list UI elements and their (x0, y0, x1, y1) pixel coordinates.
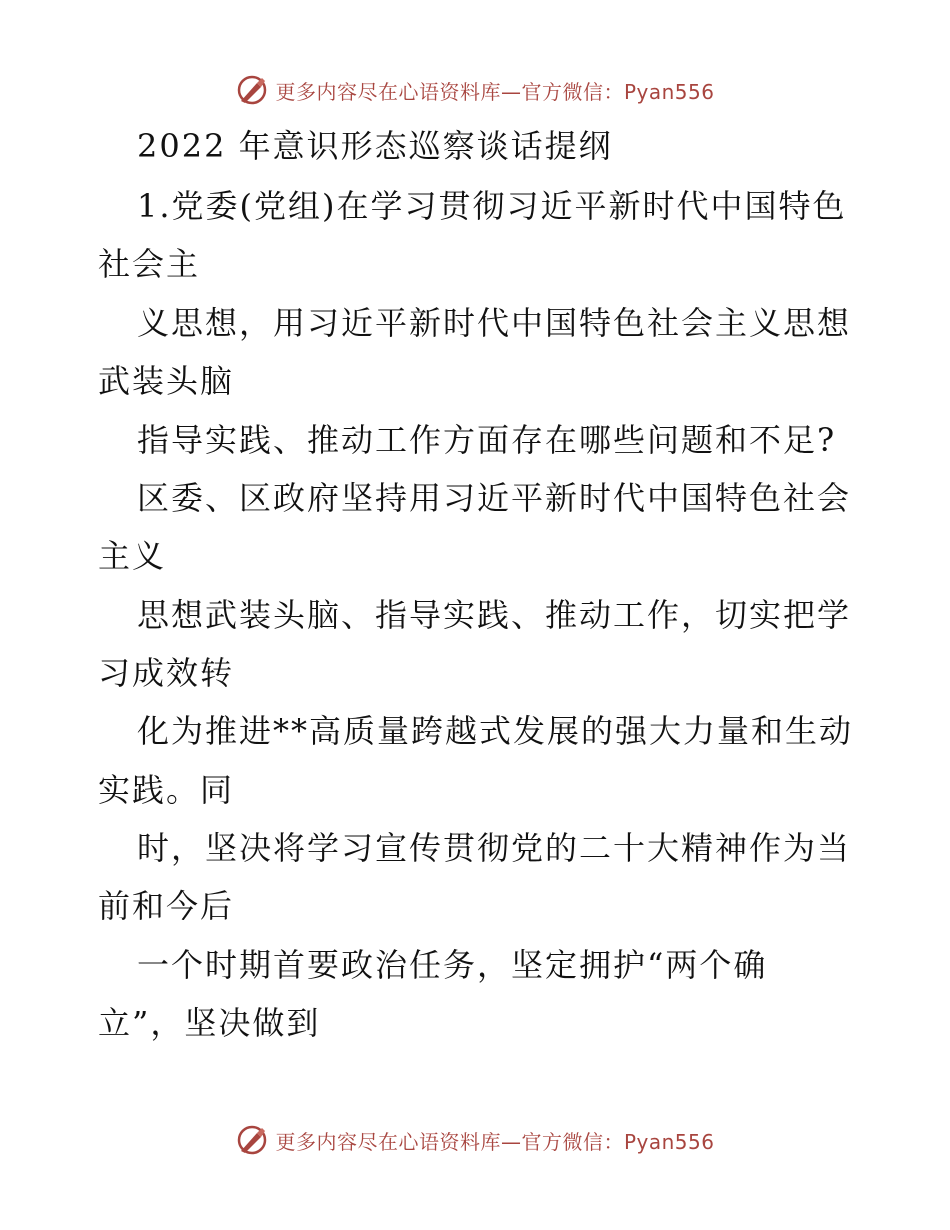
paragraph-line: 武装头脑 (98, 362, 235, 400)
paragraph-line: 区委、区政府坚持用习近平新时代中国特色社会 (137, 479, 852, 517)
footer-banner (0, 1120, 950, 1160)
paragraph-line: 义思想，用习近平新时代中国特色社会主义思想 (137, 304, 852, 342)
header-banner-text: 更多内容尽在心语资料库—官方微信：Pyan556 (275, 79, 715, 104)
document-title: 2022 年意识形态巡察谈话提纲 (137, 127, 613, 165)
paragraph-line: 社会主 (98, 245, 201, 283)
pen-logo-icon (235, 1123, 269, 1157)
paragraph-line: 习成效转 (98, 654, 235, 692)
paragraph-line: 立”，坚决做到 (98, 1004, 321, 1042)
paragraph-line: 化为推进**高质量跨越式发展的强大力量和生动 (137, 712, 854, 750)
paragraph-line: 一个时期首要政治任务，坚定拥护“两个确 (137, 946, 768, 984)
paragraph-line: 指导实践、推动工作方面存在哪些问题和不足? (137, 421, 837, 459)
paragraph-line: 1.党委(党组)在学习贯彻习近平新时代中国特色 (137, 187, 847, 225)
paragraph-line: 思想武装头脑、指导实践、推动工作，切实把学 (137, 596, 852, 634)
paragraph-line: 实践。同 (98, 771, 235, 809)
pen-logo-icon (235, 73, 269, 107)
paragraph-line: 前和今后 (98, 887, 235, 925)
footer-banner-text: 更多内容尽在心语资料库—官方微信：Pyan556 (275, 1129, 715, 1154)
paragraph-line: 主义 (98, 537, 167, 575)
paragraph-line: 时，坚决将学习宣传贯彻党的二十大精神作为当 (137, 829, 852, 867)
header-banner (0, 70, 950, 110)
